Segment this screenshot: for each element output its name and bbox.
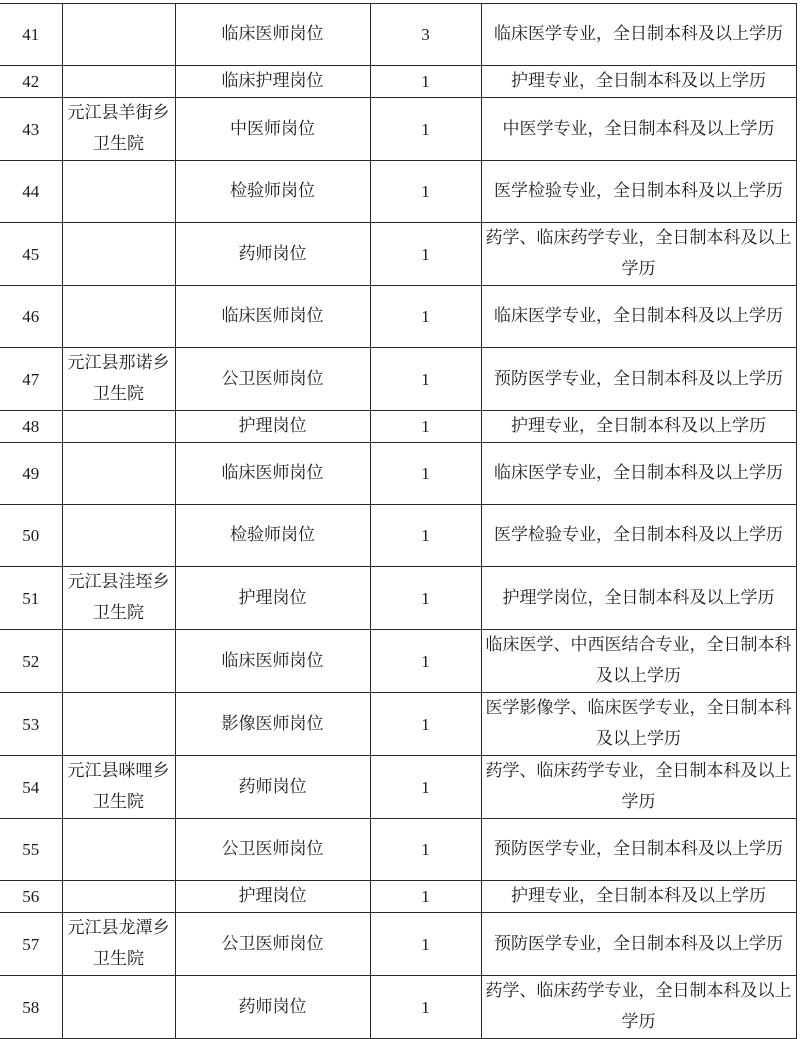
unit-cell [62, 411, 175, 443]
requirement-cell: 中医学专业，全日制本科及以上学历 [481, 98, 796, 161]
row-number-cell: 44 [0, 161, 62, 223]
position-cell: 临床护理岗位 [175, 66, 370, 98]
table-row [0, 505, 796, 567]
count-cell: 1 [370, 913, 481, 976]
position-cell: 公卫医师岗位 [175, 913, 370, 976]
recruitment-table [0, 3, 797, 1039]
requirement-cell: 药学、临床药学专业，全日制本科及以上学历 [481, 756, 796, 819]
row-number-cell: 45 [0, 223, 62, 286]
position-cell: 药师岗位 [175, 976, 370, 1039]
position-cell: 公卫医师岗位 [175, 348, 370, 411]
count-cell: 1 [370, 98, 481, 161]
table-row [0, 223, 796, 286]
row-number-cell: 41 [0, 4, 62, 66]
position-cell: 临床医师岗位 [175, 443, 370, 505]
table-row [0, 756, 796, 819]
table-row [0, 976, 796, 1039]
requirement-cell: 护理学岗位，全日制本科及以上学历 [481, 567, 796, 630]
position-cell: 药师岗位 [175, 756, 370, 819]
table-row [0, 348, 796, 411]
row-number-cell: 52 [0, 630, 62, 693]
count-cell: 1 [370, 881, 481, 913]
requirement-cell: 预防医学专业，全日制本科及以上学历 [481, 348, 796, 411]
row-number-cell: 43 [0, 98, 62, 161]
unit-cell: 元江县洼垤乡卫生院 [62, 567, 175, 630]
row-number-cell: 56 [0, 881, 62, 913]
unit-cell: 元江县咪哩乡卫生院 [62, 756, 175, 819]
unit-cell [62, 443, 175, 505]
position-cell: 临床医师岗位 [175, 4, 370, 66]
position-cell: 影像医师岗位 [175, 693, 370, 756]
row-number-cell: 53 [0, 693, 62, 756]
count-cell: 1 [370, 756, 481, 819]
table-row [0, 411, 796, 443]
position-cell: 护理岗位 [175, 567, 370, 630]
table-row [0, 161, 796, 223]
row-number-cell: 49 [0, 443, 62, 505]
table-row [0, 630, 796, 693]
position-cell: 中医师岗位 [175, 98, 370, 161]
position-cell: 检验师岗位 [175, 161, 370, 223]
count-cell: 1 [370, 505, 481, 567]
unit-cell: 元江县龙潭乡卫生院 [62, 913, 175, 976]
row-number-cell: 47 [0, 348, 62, 411]
position-cell: 护理岗位 [175, 881, 370, 913]
count-cell: 1 [370, 286, 481, 348]
count-cell: 1 [370, 66, 481, 98]
requirement-cell: 药学、临床药学专业，全日制本科及以上学历 [481, 223, 796, 286]
row-number-cell: 54 [0, 756, 62, 819]
table-row [0, 881, 796, 913]
unit-cell [62, 286, 175, 348]
requirement-cell: 预防医学专业，全日制本科及以上学历 [481, 913, 796, 976]
unit-cell [62, 161, 175, 223]
row-number-cell: 50 [0, 505, 62, 567]
count-cell: 1 [370, 567, 481, 630]
position-cell: 护理岗位 [175, 411, 370, 443]
unit-cell [62, 819, 175, 881]
count-cell: 1 [370, 819, 481, 881]
requirement-cell: 医学检验专业，全日制本科及以上学历 [481, 505, 796, 567]
position-cell: 临床医师岗位 [175, 630, 370, 693]
row-number-cell: 46 [0, 286, 62, 348]
row-number-cell: 58 [0, 976, 62, 1039]
count-cell: 1 [370, 411, 481, 443]
requirement-cell: 临床医学专业，全日制本科及以上学历 [481, 443, 796, 505]
unit-cell [62, 693, 175, 756]
unit-cell [62, 66, 175, 98]
requirement-cell: 医学影像学、临床医学专业，全日制本科及以上学历 [481, 693, 796, 756]
count-cell: 1 [370, 630, 481, 693]
count-cell: 1 [370, 223, 481, 286]
requirement-cell: 医学检验专业，全日制本科及以上学历 [481, 161, 796, 223]
table-row [0, 913, 796, 976]
requirement-cell: 临床医学、中西医结合专业，全日制本科及以上学历 [481, 630, 796, 693]
unit-cell [62, 223, 175, 286]
unit-cell [62, 630, 175, 693]
unit-cell [62, 976, 175, 1039]
row-number-cell: 55 [0, 819, 62, 881]
unit-cell [62, 505, 175, 567]
count-cell: 3 [370, 4, 481, 66]
table-row [0, 66, 796, 98]
count-cell: 1 [370, 976, 481, 1039]
requirement-cell: 护理专业，全日制本科及以上学历 [481, 66, 796, 98]
table-row [0, 98, 796, 161]
unit-cell: 元江县羊街乡卫生院 [62, 98, 175, 161]
table-row [0, 693, 796, 756]
position-cell: 临床医师岗位 [175, 286, 370, 348]
requirement-cell: 药学、临床药学专业，全日制本科及以上学历 [481, 976, 796, 1039]
row-number-cell: 48 [0, 411, 62, 443]
count-cell: 1 [370, 161, 481, 223]
position-cell: 公卫医师岗位 [175, 819, 370, 881]
table-row [0, 819, 796, 881]
unit-cell: 元江县那诺乡卫生院 [62, 348, 175, 411]
requirement-cell: 护理专业，全日制本科及以上学历 [481, 411, 796, 443]
position-cell: 检验师岗位 [175, 505, 370, 567]
unit-cell [62, 881, 175, 913]
requirement-cell: 预防医学专业，全日制本科及以上学历 [481, 819, 796, 881]
unit-cell [62, 4, 175, 66]
count-cell: 1 [370, 693, 481, 756]
count-cell: 1 [370, 443, 481, 505]
requirement-cell: 护理专业，全日制本科及以上学历 [481, 881, 796, 913]
table-row [0, 443, 796, 505]
table-body [0, 4, 796, 1039]
row-number-cell: 42 [0, 66, 62, 98]
table-row [0, 286, 796, 348]
row-number-cell: 51 [0, 567, 62, 630]
table-row [0, 4, 796, 66]
position-cell: 药师岗位 [175, 223, 370, 286]
table-row [0, 567, 796, 630]
requirement-cell: 临床医学专业，全日制本科及以上学历 [481, 286, 796, 348]
row-number-cell: 57 [0, 913, 62, 976]
requirement-cell: 临床医学专业，全日制本科及以上学历 [481, 4, 796, 66]
count-cell: 1 [370, 348, 481, 411]
